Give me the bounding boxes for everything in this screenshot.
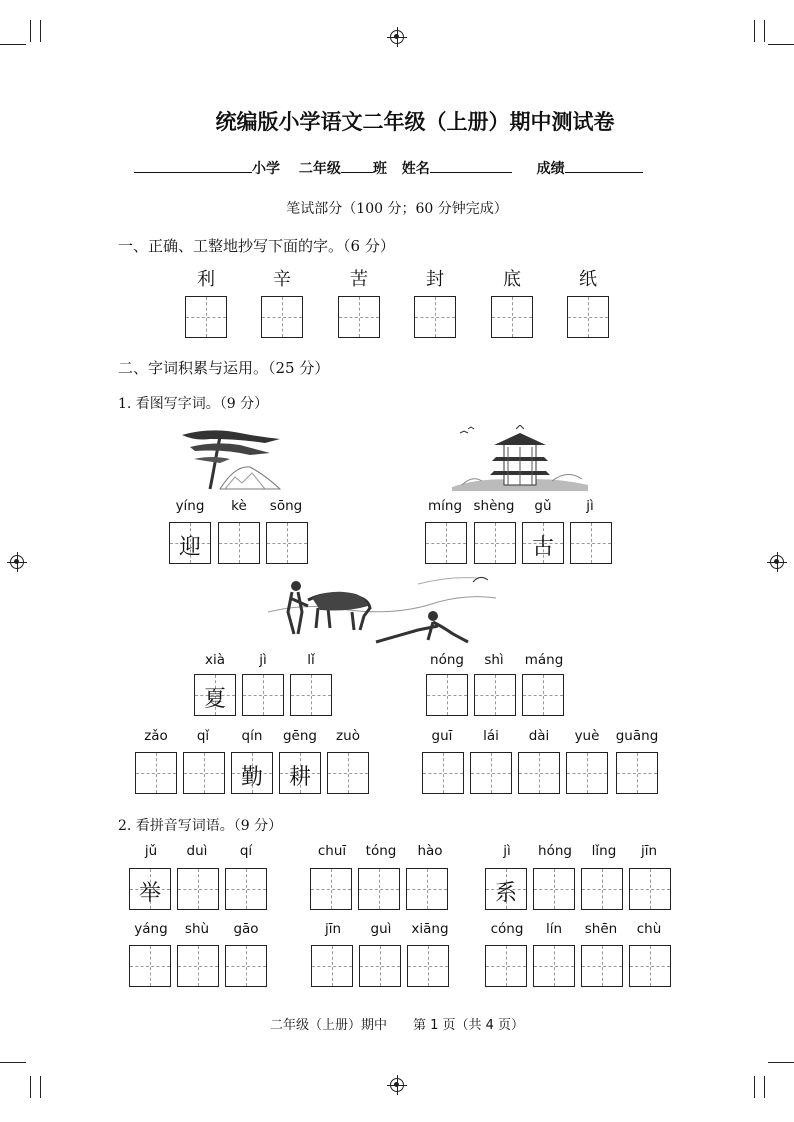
class-blank[interactable] [341, 158, 373, 173]
pinyin: máng [524, 652, 564, 668]
writing-box[interactable] [129, 945, 171, 987]
pinyin: gāo [233, 921, 259, 937]
pinyin: nóng [430, 652, 464, 668]
tower-picture [452, 425, 588, 491]
question-2-heading: 2. 看拼音写词语。（9 分） [118, 818, 283, 834]
pinyin: shèng [473, 498, 515, 514]
pinyin: zǎo [144, 728, 168, 744]
writing-box[interactable] [581, 945, 623, 987]
writing-box[interactable] [485, 945, 527, 987]
pinyin: tóng [365, 843, 397, 859]
name-blank[interactable] [430, 158, 512, 173]
registration-mark-icon [390, 30, 404, 44]
writing-box[interactable] [414, 296, 456, 338]
writing-box[interactable] [629, 868, 671, 910]
pinyin: shù [184, 921, 210, 937]
crop-mark [30, 1076, 31, 1098]
crop-mark [30, 20, 31, 42]
writing-box[interactable] [533, 868, 575, 910]
student-info-line [134, 158, 643, 178]
writing-box[interactable] [470, 752, 512, 794]
writing-box[interactable] [327, 752, 369, 794]
writing-box[interactable] [474, 674, 516, 716]
crop-mark [764, 1076, 765, 1098]
pinyin: jì [586, 498, 594, 514]
crop-mark [40, 1076, 41, 1098]
writing-box[interactable]: 勤 [231, 752, 273, 794]
pinyin: gǔ [534, 498, 552, 514]
writing-box[interactable] [570, 522, 612, 564]
writing-box[interactable] [261, 296, 303, 338]
section-2-heading: 二、字词积累与运用。（25 分） [118, 359, 330, 377]
writing-box[interactable] [629, 945, 671, 987]
page-footer: 二年级（上册）期中 第 1 页（共 4 页） [269, 1018, 525, 1033]
copy-char: 纸 [579, 269, 597, 290]
writing-box[interactable] [406, 868, 448, 910]
writing-box[interactable] [422, 752, 464, 794]
name-label: 姓名 [401, 161, 430, 177]
writing-box[interactable] [185, 296, 227, 338]
writing-box[interactable] [533, 945, 575, 987]
score-label: 成绩 [536, 161, 565, 177]
pinyin: jīn [324, 921, 342, 937]
writing-box[interactable] [359, 945, 401, 987]
pinyin: míng [427, 498, 463, 514]
pinyin: qǐ [196, 728, 210, 744]
pinyin: guì [370, 921, 392, 937]
writing-box[interactable]: 夏 [194, 674, 236, 716]
score-blank[interactable] [565, 158, 643, 173]
question-1-heading: 1. 看图写字词。（9 分） [118, 396, 269, 412]
writing-box[interactable] [225, 868, 267, 910]
copy-char: 底 [503, 269, 521, 290]
pinyin: shì [484, 652, 504, 668]
writing-box[interactable] [426, 674, 468, 716]
crop-mark [40, 20, 41, 42]
crop-mark [0, 1062, 26, 1063]
pinyin: yíng [175, 498, 205, 514]
pinyin: hào [417, 843, 443, 859]
pinyin: yuè [574, 728, 600, 744]
writing-box[interactable] [266, 522, 308, 564]
writing-box[interactable]: 古 [522, 522, 564, 564]
pinyin: yáng [134, 921, 168, 937]
pinyin: guī [431, 728, 453, 744]
pinyin: jì [259, 652, 267, 668]
writing-box[interactable] [242, 674, 284, 716]
writing-box[interactable] [310, 868, 352, 910]
writing-box[interactable] [522, 674, 564, 716]
writing-box[interactable] [567, 296, 609, 338]
class-label: 班 [372, 161, 387, 177]
crop-mark [768, 44, 794, 45]
pine-tree-picture [180, 425, 288, 490]
pinyin: qín [241, 728, 263, 744]
copy-char: 封 [426, 269, 444, 290]
writing-box[interactable] [407, 945, 449, 987]
writing-box[interactable] [491, 296, 533, 338]
pinyin: chuī [317, 843, 347, 859]
writing-box[interactable]: 系 [485, 868, 527, 910]
writing-box[interactable] [218, 522, 260, 564]
copy-char: 苦 [350, 269, 368, 290]
pinyin: lín [545, 921, 563, 937]
pinyin: qí [239, 843, 253, 859]
pinyin: lái [483, 728, 499, 744]
pinyin: kè [231, 498, 247, 514]
writing-box[interactable] [474, 522, 516, 564]
pinyin: cóng [490, 921, 524, 937]
copy-char: 利 [197, 269, 215, 290]
writing-box[interactable] [358, 868, 400, 910]
writing-box[interactable] [290, 674, 332, 716]
crop-mark [0, 44, 26, 45]
pinyin: duì [186, 843, 208, 859]
crop-mark [764, 20, 765, 42]
writing-box[interactable] [616, 752, 658, 794]
writing-box[interactable] [566, 752, 608, 794]
copy-char: 辛 [273, 269, 291, 290]
writing-box[interactable] [311, 945, 353, 987]
exam-subtitle: 笔试部分（100 分；60 分钟完成） [286, 201, 508, 217]
writing-box[interactable] [338, 296, 380, 338]
pinyin: chù [636, 921, 662, 937]
writing-box[interactable] [425, 522, 467, 564]
pinyin: gēng [282, 728, 317, 744]
pinyin: hóng [538, 843, 572, 859]
pinyin: xiāng [411, 921, 449, 937]
pinyin: jì [503, 843, 511, 859]
writing-box[interactable]: 迎 [169, 522, 211, 564]
pinyin: lǐ [307, 652, 315, 668]
writing-box[interactable] [183, 752, 225, 794]
writing-box[interactable] [177, 945, 219, 987]
pinyin: xià [204, 652, 225, 668]
writing-box[interactable]: 耕 [279, 752, 321, 794]
grade-label: 二年级 [298, 161, 341, 177]
crop-mark [754, 20, 755, 42]
pinyin: sōng [269, 498, 303, 514]
page-title: 统编版小学语文二年级（上册）期中测试卷 [215, 110, 615, 134]
writing-box[interactable]: 举 [129, 868, 171, 910]
pinyin: lǐng [591, 843, 617, 859]
registration-mark-icon [770, 555, 784, 569]
crop-mark [754, 1076, 755, 1098]
writing-box[interactable] [225, 945, 267, 987]
pinyin: shēn [584, 921, 618, 937]
section-1-heading: 一、正确、工整地抄写下面的字。（6 分） [118, 237, 395, 255]
pinyin: dài [528, 728, 550, 744]
pinyin: guāng [615, 728, 659, 744]
writing-box[interactable] [581, 868, 623, 910]
registration-mark-icon [390, 1078, 404, 1092]
pinyin: jǔ [144, 843, 158, 859]
pinyin: zuò [336, 728, 360, 744]
writing-box[interactable] [518, 752, 560, 794]
school-label: 小学 [252, 161, 280, 177]
farming-picture [268, 572, 496, 646]
crop-mark [768, 1062, 794, 1063]
registration-mark-icon [10, 555, 24, 569]
writing-box[interactable] [177, 868, 219, 910]
school-blank[interactable] [134, 158, 252, 173]
writing-box[interactable] [135, 752, 177, 794]
pinyin: jīn [640, 843, 658, 859]
